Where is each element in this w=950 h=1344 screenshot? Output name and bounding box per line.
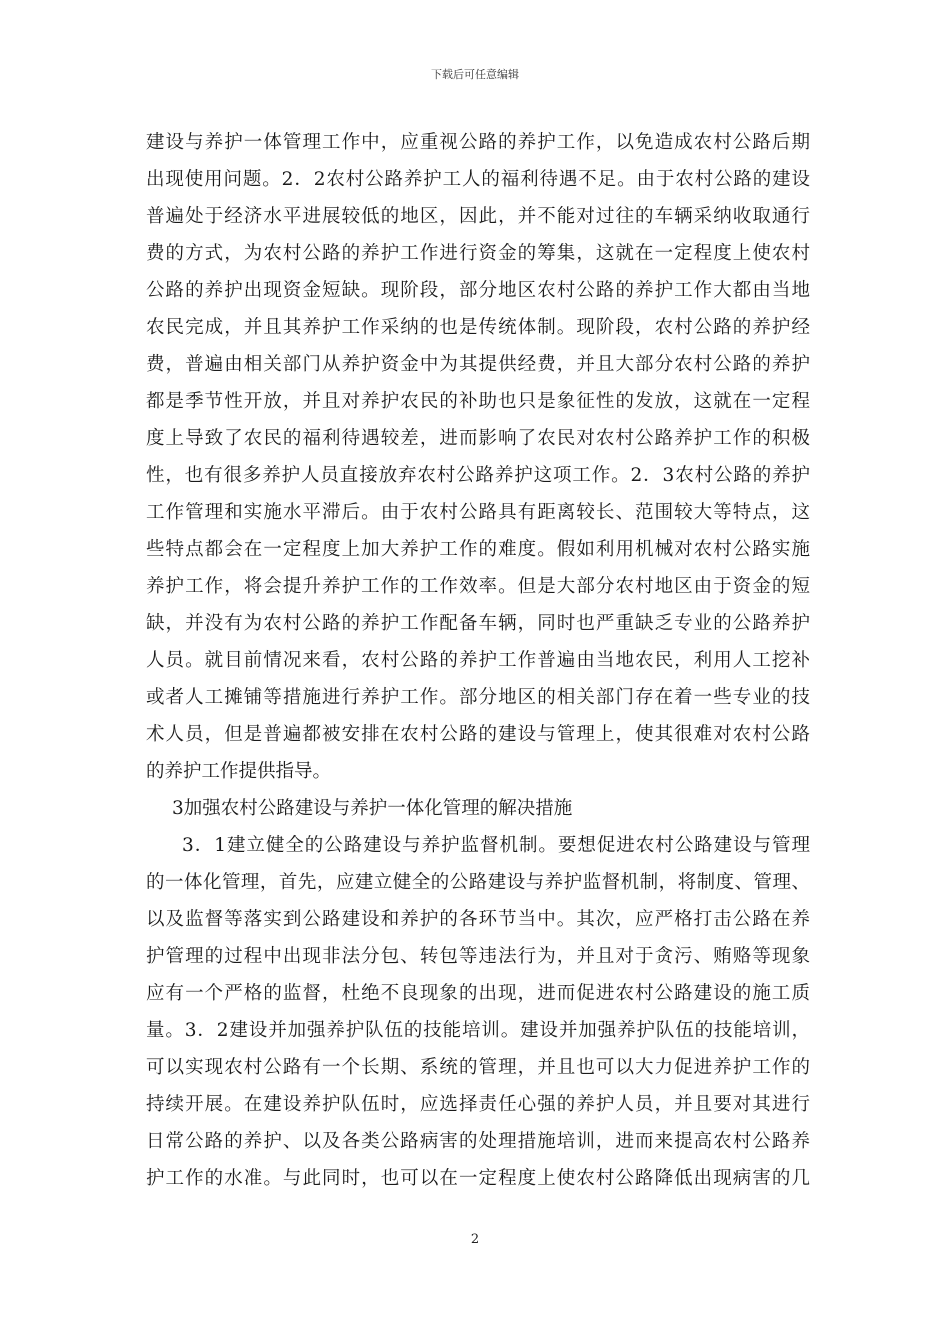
text-line: 费的方式，为农村公路的养护工作进行资金的筹集，这就在一定程度上使农村 (146, 243, 810, 264)
text-line: 费，普遍由相关部门从养护资金中为其提供经费，并且大部分农村公路的养护 (146, 354, 810, 375)
text-line: 应有一个严格的监督，杜绝不良现象的出现，进而促进农村公路建设的施工质 (146, 983, 810, 1004)
text-line: 的养护工作提供指导。 (146, 761, 332, 782)
text-line: 3．1建立健全的公路建设与养护监督机制。要想促进农村公路建设与管理 (182, 835, 810, 856)
text-line: 都是季节性开放，并且对养护农民的补助也只是象征性的发放，这就在一定程 (146, 391, 810, 412)
text-line: 缺，并没有为农村公路的养护工作配备车辆，同时也严重缺乏专业的公路养护 (146, 613, 810, 634)
text-line: 工作管理和实施水平滞后。由于农村公路具有距离较长、范围较大等特点，这 (146, 502, 810, 523)
text-line: 量。3．2建设并加强养护队伍的技能培训。建设并加强养护队伍的技能培训， (146, 1020, 810, 1041)
text-line: 普遍处于经济水平进展较低的地区，因此，并不能对过往的车辆采纳收取通行 (146, 206, 810, 227)
text-line: 护工作的水准。与此同时，也可以在一定程度上使农村公路降低出现病害的几 (146, 1168, 810, 1189)
text-line: 的一体化管理，首先，应建立健全的公路建设与养护监督机制，将制度、管理、 (146, 872, 810, 893)
text-line: 建设与养护一体管理工作中，应重视公路的养护工作，以免造成农村公路后期 (146, 132, 810, 153)
page-header: 下载后可任意编辑 (431, 68, 519, 81)
text-line: 出现使用问题。2．2农村公路养护工人的福利待遇不足。由于农村公路的建设 (146, 169, 810, 190)
text-line: 性，也有很多养护人员直接放弃农村公路养护这项工作。2．3农村公路的养护 (146, 465, 810, 486)
text-line: 以及监督等落实到公路建设和养护的各环节当中。其次，应严格打击公路在养 (146, 909, 810, 930)
text-line: 人员。就目前情况来看，农村公路的养护工作普遍由当地农民，利用人工挖补 (146, 650, 810, 671)
text-line: 可以实现农村公路有一个长期、系统的管理，并且也可以大力促进养护工作的 (146, 1057, 810, 1078)
text-line: 或者人工摊铺等措施进行养护工作。部分地区的相关部门存在着一些专业的技 (146, 687, 810, 708)
page-number: 2 (470, 1232, 480, 1247)
text-line: 公路的养护出现资金短缺。现阶段，部分地区农村公路的养护工作大都由当地 (146, 280, 810, 301)
body-text (146, 124, 810, 1197)
section-heading: 3加强农村公路建设与养护一体化管理的解决措施 (172, 798, 573, 819)
text-line: 农民完成，并且其养护工作采纳的也是传统体制。现阶段，农村公路的养护经 (146, 317, 810, 338)
text-line: 护管理的过程中出现非法分包、转包等违法行为，并且对于贪污、贿赂等现象 (146, 946, 810, 967)
text-line: 日常公路的养护、以及各类公路病害的处理措施培训，进而来提高农村公路养 (146, 1131, 810, 1152)
text-line: 些特点都会在一定程度上加大养护工作的难度。假如利用机械对农村公路实施 (146, 539, 810, 560)
text-line: 持续开展。在建设养护队伍时，应选择责任心强的养护人员，并且要对其进行 (146, 1094, 810, 1115)
text-line: 度上导致了农民的福利待遇较差，进而影响了农民对农村公路养护工作的积极 (146, 428, 810, 449)
text-line: 养护工作，将会提升养护工作的工作效率。但是大部分农村地区由于资金的短 (146, 576, 810, 597)
text-line: 术人员，但是普遍都被安排在农村公路的建设与管理上，使其很难对农村公路 (146, 724, 810, 745)
